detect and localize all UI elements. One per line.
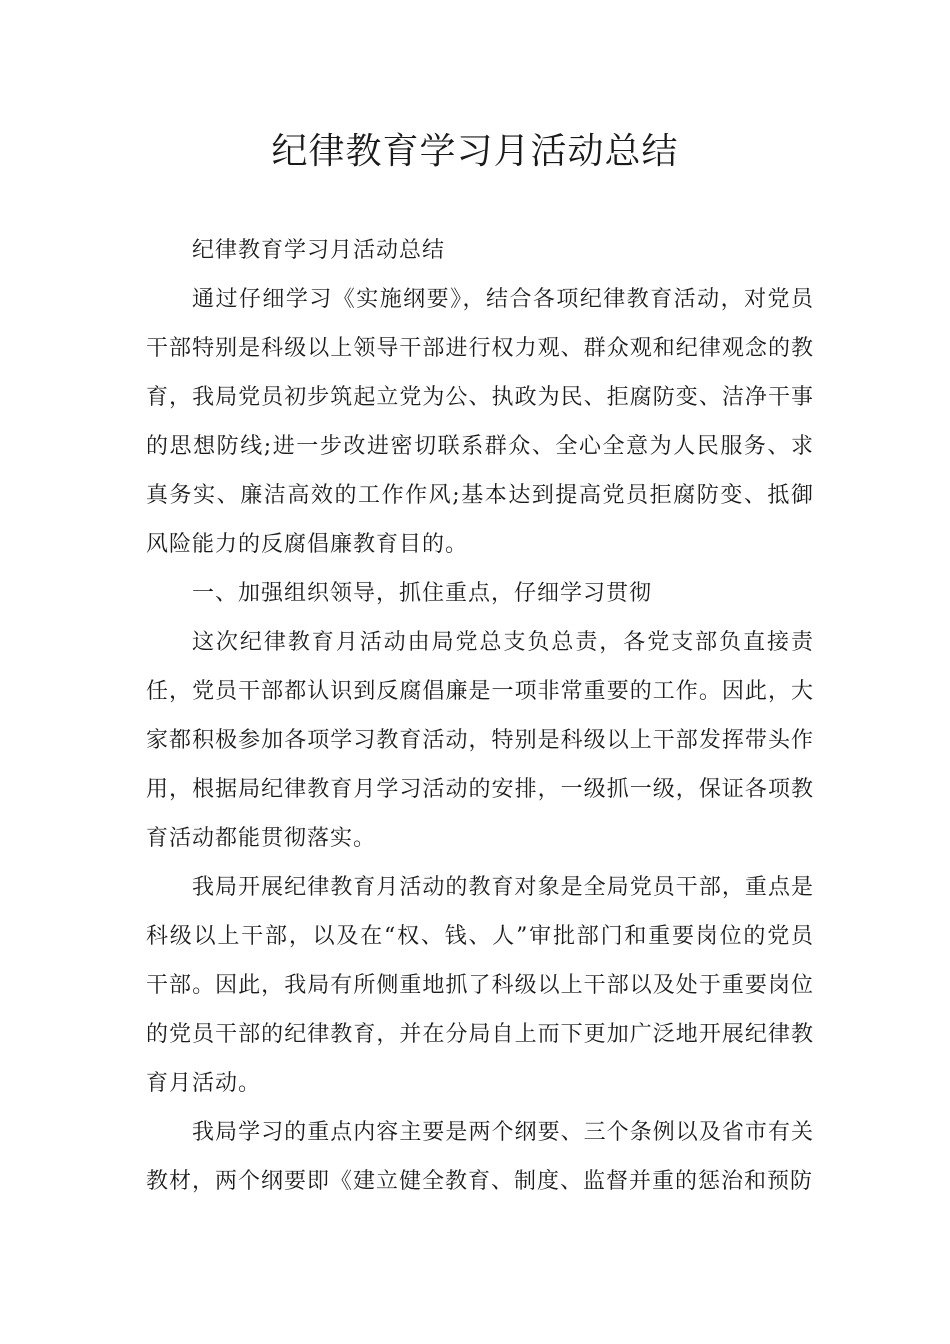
- paragraph-targets: 我局开展纪律教育月活动的教育对象是全局党员干部，重点是科级以上干部，以及在“权、钱、人”审批部门和重要岗位的党员干部。因此，我局有所侧重地抓了科级以上干部以及处于重要岗位的党员干部的纪律教育，并在分局自上而下更加广泛地开展纪律教育月活动。: [146, 875, 814, 1096]
- paragraph-subtitle: 纪律教育学习月活动总结: [192, 238, 446, 263]
- section-heading-1: 一、加强组织领导，抓住重点，仔细学习贯彻: [192, 581, 653, 606]
- document-title: 纪律教育学习月活动总结: [271, 131, 679, 172]
- document-body: [146, 226, 814, 1206]
- paragraph-content: 我局学习的重点内容主要是两个纲要、三个条例以及省市有关教材，两个纲要即《建立健全教育、制度、监督并重的惩治和预防: [146, 1120, 814, 1194]
- paragraph-intro: 通过仔细学习《实施纲要》，结合各项纪律教育活动，对党员干部特别是科级以上领导干部进行权力观、群众观和纪律观念的教育，我局党员初步筑起立党为公、执政为民、拒腐防变、洁净干事的思想防线;进一步改进密切联系群众、全心全意为人民服务、求真务实、廉洁高效的工作作风;基本达到提高党员拒腐防变、抵御风险能力的反腐倡廉教育目的。: [146, 287, 814, 557]
- paragraph-organization: 这次纪律教育月活动由局党总支负总责，各党支部负直接责任，党员干部都认识到反腐倡廉是一项非常重要的工作。因此，大家都积极参加各项学习教育活动，特别是科级以上干部发挥带头作用，根据局纪律教育月学习活动的安排，一级抓一级，保证各项教育活动都能贯彻落实。: [146, 630, 814, 851]
